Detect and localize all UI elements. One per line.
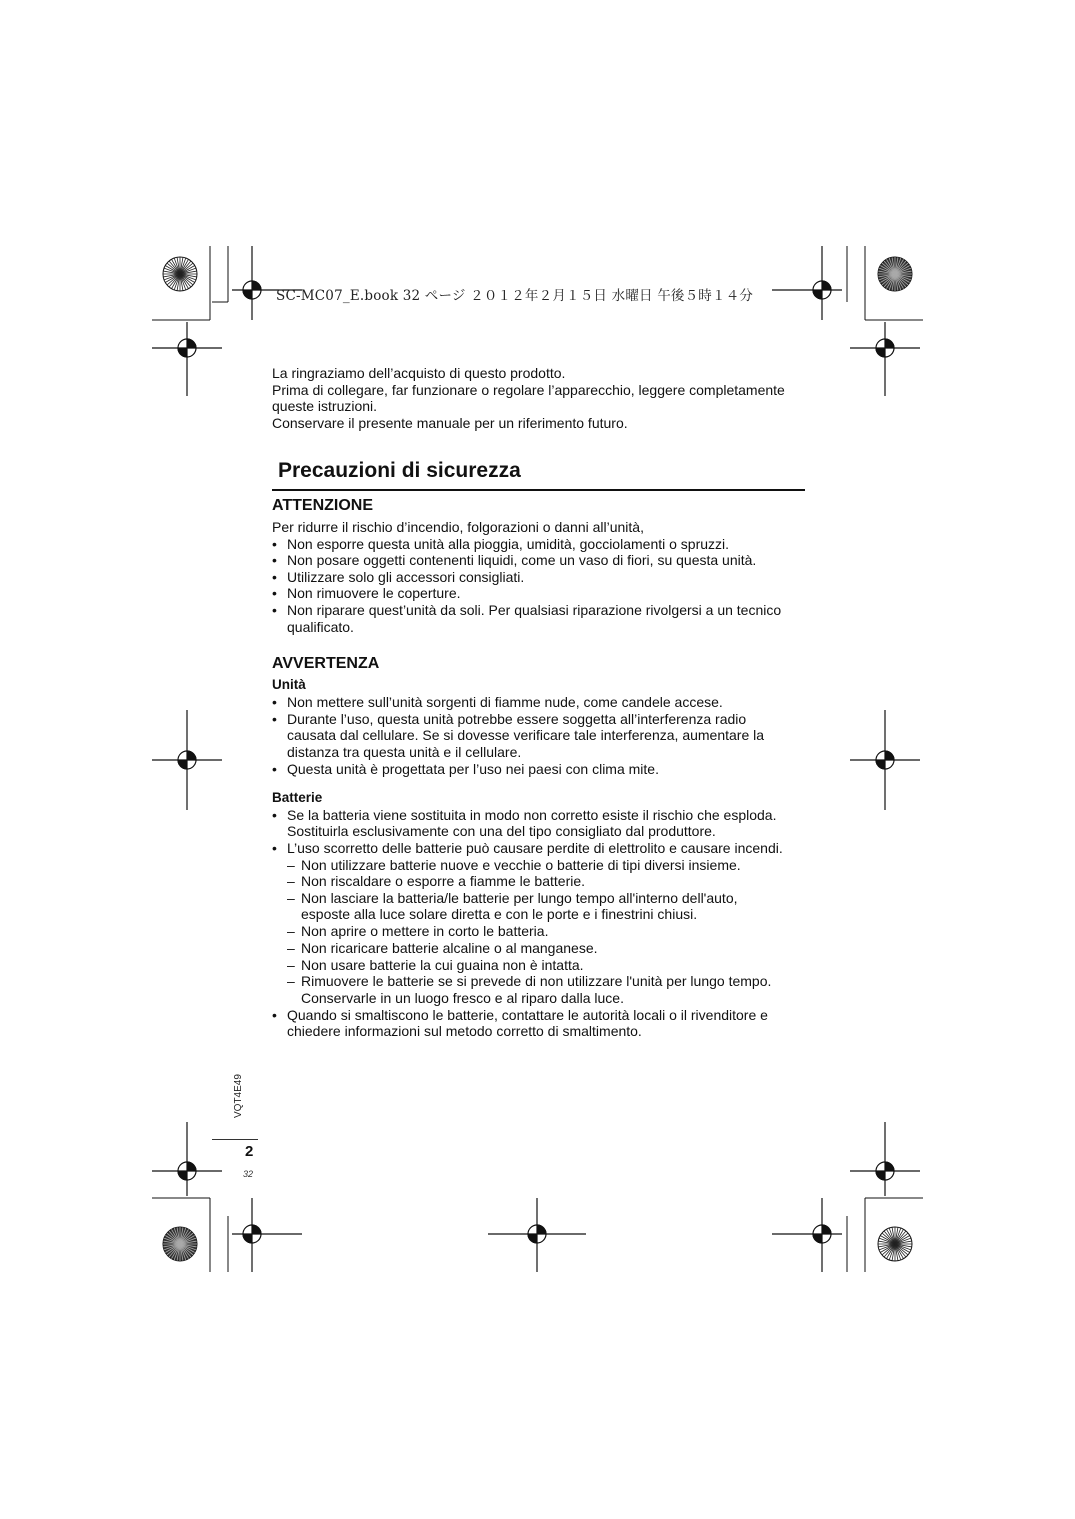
intro-line-3: queste istruzioni. [272,398,378,414]
page-number: 2 [245,1143,254,1160]
registration-mark-upper-left [152,322,222,396]
page-number-rule [212,1139,258,1140]
registration-mark-mid-left [152,710,222,810]
registration-mark-lower-right [850,1122,920,1196]
list-item-continuation: Sostituirla esclusivamente con una del tipo consigliato dal produttore. [287,823,716,839]
section-title: Precauzioni di sicurezza [278,459,521,482]
list-item-continuation: distanza tra questa unità e il cellulare. [287,744,522,760]
registration-mark-bottom-left [232,1198,302,1272]
avvertenza-heading: AVVERTENZA [272,655,380,672]
starburst-target-bottom-right [878,1227,912,1261]
unita-heading: Unità [272,677,306,692]
starburst-target-bottom-left [163,1227,197,1261]
list-item-continuation: causata dal cellulare. Se si dovesse verificare tale interferenza, aumentare la [287,727,765,743]
starburst-target-top-left [163,257,197,291]
list-item-continuation: qualificato. [287,619,354,635]
sub-list-item-continuation: esposte alla luce solare diretta e con le porte e i finestrini chiusi. [301,906,698,922]
intro-line-2: Prima di collegare, far funzionare o regolare l’apparecchio, leggere completamente [272,382,785,398]
registration-mark-lower-left [152,1122,222,1196]
batterie-heading: Batterie [272,790,323,805]
registration-mark-bottom-right [772,1198,842,1272]
registration-mark-top-right [772,246,842,320]
document-code: VQT4E49 [233,1074,244,1118]
book-page-number: 32 [243,1169,254,1179]
sub-list-item-continuation: Conservarle in un luogo fresco e al riparo dalla luce. [301,990,624,1006]
print-header-line: SC-MC07_E.book 32 ページ ２０１２年２月１５日 水曜日 午後５時１４分 [276,288,754,304]
registration-mark-bottom-center [488,1198,586,1272]
registration-mark-upper-right [850,322,920,396]
registration-mark-mid-right [850,710,920,810]
attenzione-heading: ATTENZIONE [272,497,374,514]
registration-mark-top-left [232,246,302,320]
intro-line-1: La ringraziamo dell’acquisto di questo prodotto. [272,365,566,381]
attenzione-lead: Per ridurre il rischio d’incendio, folgorazioni o danni all’unità, [272,519,644,535]
intro-line-4: Conservare il presente manuale per un riferimento futuro. [272,415,628,431]
title-rule [272,489,805,491]
list-item-continuation: chiedere informazioni sul metodo corretto di smaltimento. [287,1023,642,1039]
starburst-target-top-right [878,257,912,291]
